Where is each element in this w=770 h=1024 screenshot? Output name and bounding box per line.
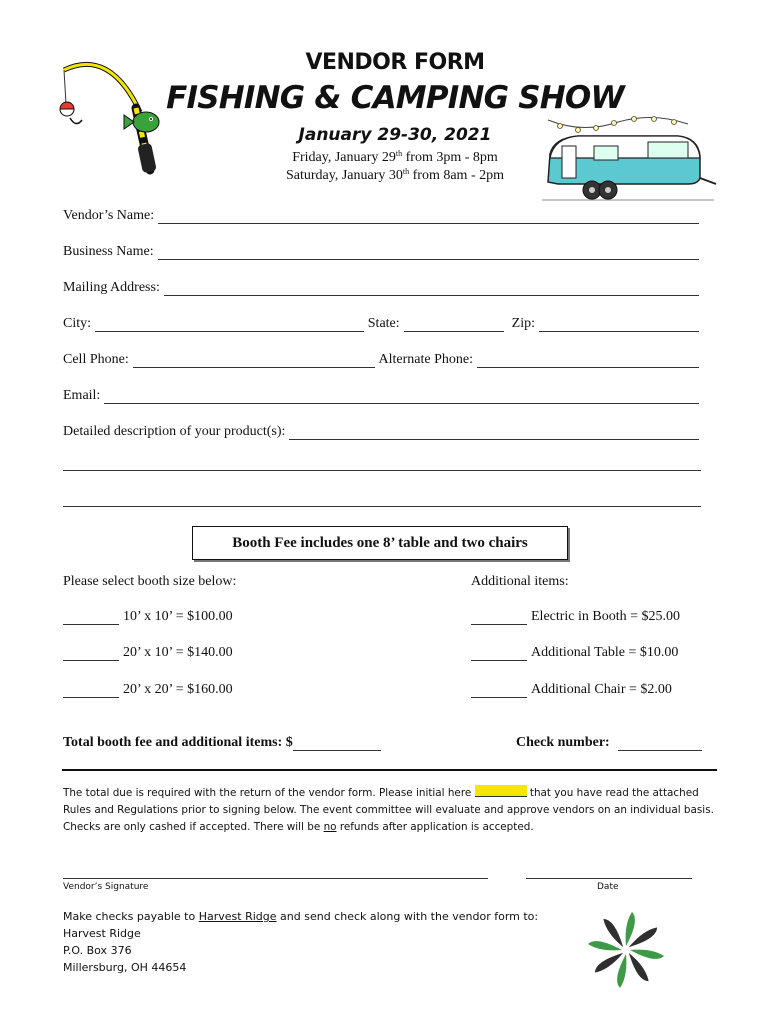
chair-blank[interactable] (471, 684, 527, 698)
description-label: Detailed description of your product(s): (63, 424, 286, 439)
booth-20x10-blank[interactable] (63, 647, 119, 661)
total-fee-field[interactable] (293, 737, 381, 751)
booth-fee-banner: Booth Fee includes one 8’ table and two chairs (192, 526, 568, 560)
phone-row (63, 348, 703, 368)
booth-option-10x10 (63, 609, 233, 625)
terms-paragraph: The total due is required with the return of the vendor form. Please initial here that you have read the attached Rules and Regulations prior to signing below. The event committee will evaluate and approve vendors on an individual basis. Checks are only cashed if accepted. There will be no refunds after application is accepted. (63, 787, 714, 833)
show-dates: January 29-30, 2021 (298, 125, 492, 145)
signature-label: Vendor’s Signature (63, 882, 149, 892)
address-line-2: P.O. Box 376 (63, 944, 132, 957)
mailing-address-field[interactable] (164, 281, 699, 296)
friday-hours: Friday, January 29th from 3pm - 8pm (292, 149, 498, 165)
booth-20x20-text: 20’ x 20’ = $160.00 (123, 682, 233, 697)
email-row (63, 384, 703, 404)
state-label: State: (367, 316, 400, 331)
address-line-3: Millersburg, OH 44654 (63, 961, 187, 974)
zip-field[interactable] (539, 317, 699, 332)
initial-field[interactable] (475, 785, 527, 797)
section-divider (62, 769, 717, 771)
state-field[interactable] (404, 317, 504, 332)
payment-line: Make checks payable to Harvest Ridge and send check along with the vendor form to: (63, 910, 539, 923)
address-line-1: Harvest Ridge (63, 927, 141, 940)
mailing-address-label: Mailing Address: (63, 280, 160, 295)
vendor-name-row (63, 204, 703, 224)
business-name-label: Business Name: (63, 244, 154, 259)
booth-10x10-text: 10’ x 10’ = $100.00 (123, 609, 233, 624)
date-label: Date (597, 882, 619, 892)
date-field[interactable] (526, 864, 692, 879)
total-fee-row (63, 735, 381, 751)
description-row (63, 420, 703, 440)
cell-phone-label: Cell Phone: (63, 352, 129, 367)
signature-field[interactable] (63, 864, 488, 879)
city-label: City: (63, 316, 92, 331)
booth-size-label: Please select booth size below: (63, 574, 237, 589)
check-number-row (516, 735, 702, 751)
business-name-field[interactable] (158, 245, 699, 260)
email-label: Email: (63, 388, 101, 403)
extra-electric (471, 609, 680, 625)
city-state-zip-row (63, 312, 703, 332)
business-name-row (63, 240, 703, 260)
alternate-phone-field[interactable] (477, 353, 699, 368)
cell-phone-field[interactable] (133, 353, 375, 368)
vendor-name-field[interactable] (158, 209, 699, 224)
email-field[interactable] (104, 389, 699, 404)
table-blank[interactable] (471, 647, 527, 661)
booth-option-20x20 (63, 682, 233, 698)
form-title: VENDOR FORM (305, 50, 485, 75)
description-field[interactable] (289, 425, 699, 440)
chair-text: Additional Chair = $2.00 (531, 682, 672, 697)
booth-10x10-blank[interactable] (63, 611, 119, 625)
show-title: FISHING & CAMPING SHOW (166, 80, 624, 116)
description-line-3[interactable] (63, 492, 701, 507)
electric-blank[interactable] (471, 611, 527, 625)
check-number-label: Check number: (516, 735, 610, 750)
zip-label: Zip: (511, 316, 535, 331)
electric-text: Electric in Booth = $25.00 (531, 609, 681, 624)
alternate-phone-label: Alternate Phone: (378, 352, 473, 367)
booth-option-20x10 (63, 645, 233, 661)
extra-chair (471, 682, 672, 698)
additional-items-label: Additional items: (471, 574, 569, 589)
city-field[interactable] (95, 317, 364, 332)
total-fee-label: Total booth fee and additional items: $ (63, 735, 293, 750)
harvest-ridge-logo (586, 910, 666, 990)
booth-20x20-blank[interactable] (63, 684, 119, 698)
description-line-2[interactable] (63, 456, 701, 471)
extra-table (471, 645, 678, 661)
payment-instructions (63, 908, 538, 976)
mailing-address-row (63, 276, 703, 296)
saturday-hours: Saturday, January 30th from 8am - 2pm (285, 167, 504, 183)
table-text: Additional Table = $10.00 (531, 645, 679, 660)
vendor-name-label: Vendor’s Name: (63, 208, 155, 223)
check-number-field[interactable] (618, 737, 702, 751)
booth-20x10-text: 20’ x 10’ = $140.00 (123, 645, 233, 660)
